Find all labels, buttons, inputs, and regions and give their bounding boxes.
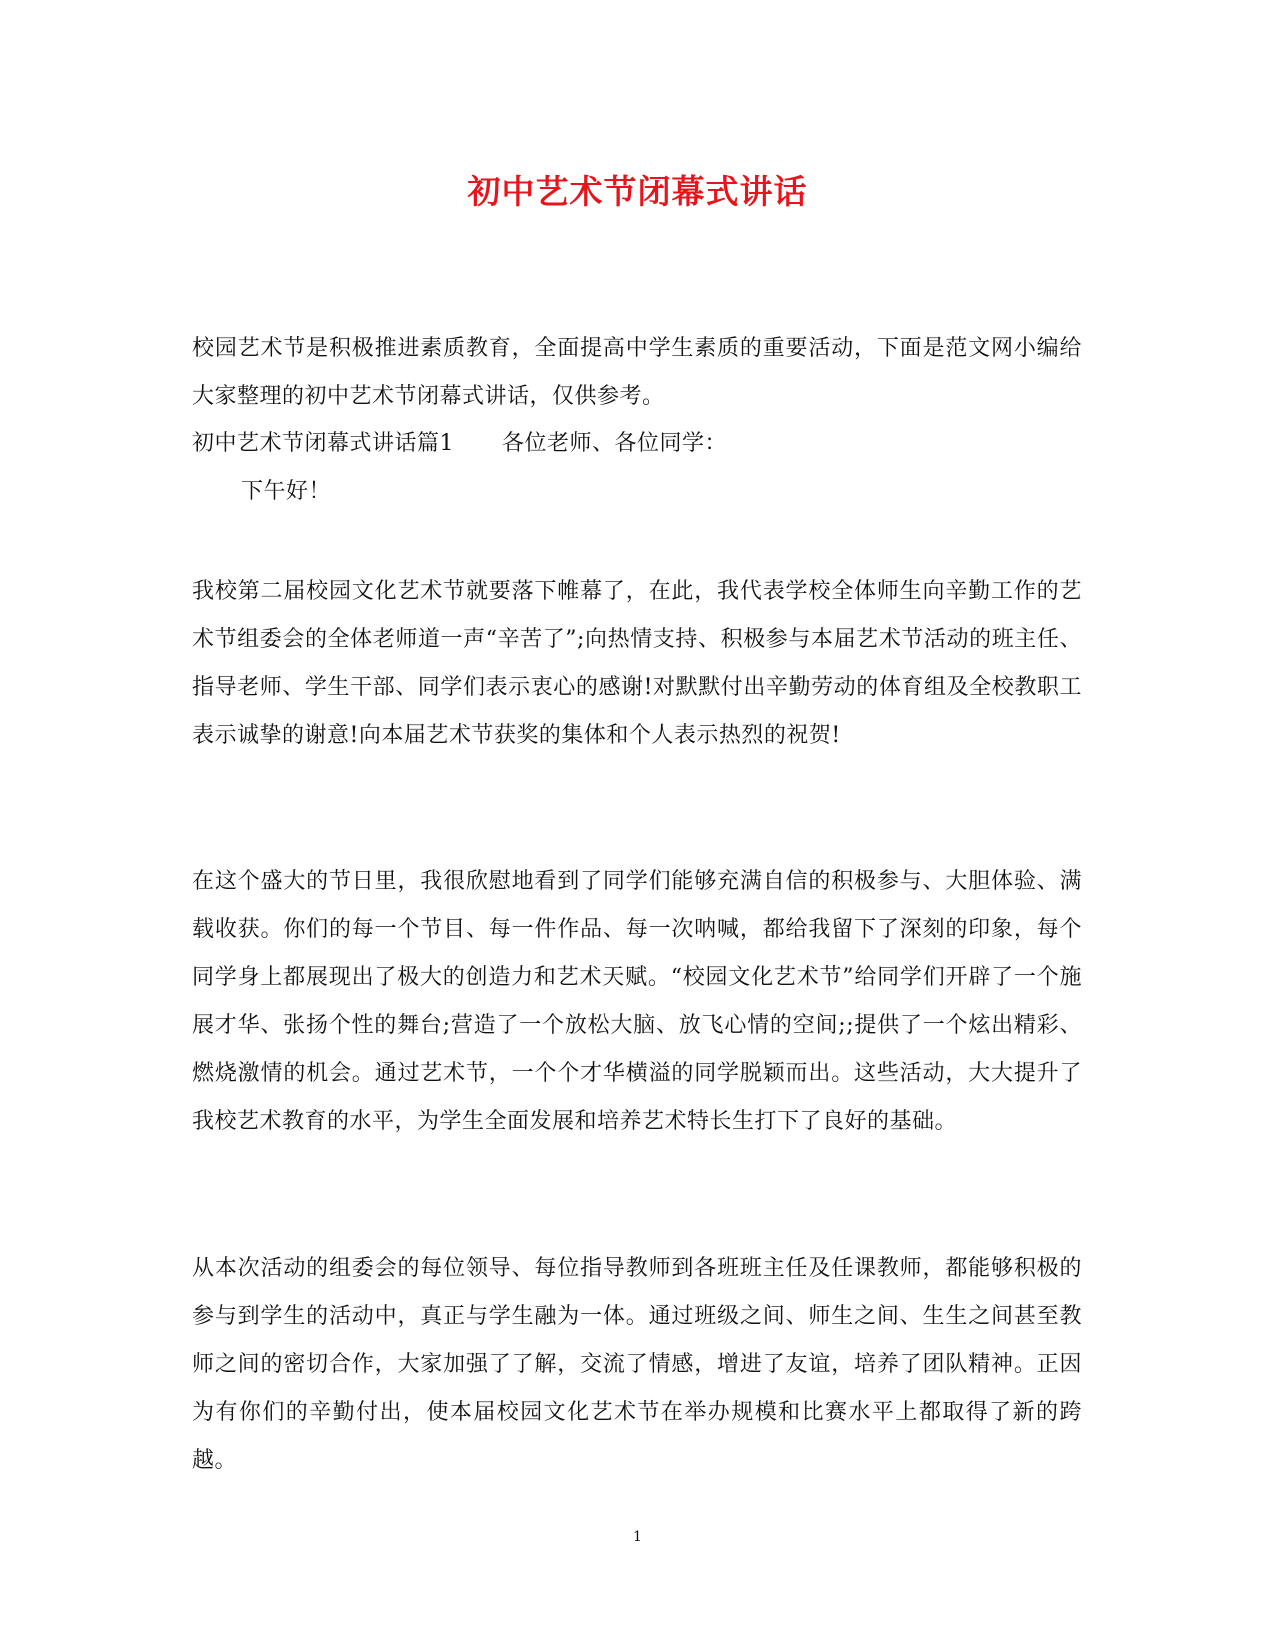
body-paragraph: 我校第二届校园文化艺术节就要落下帷幕了，在此，我代表学校全体师生向辛勤工作的艺术节组委会的全体老师道一声“辛苦了”;向热情支持、积极参与本届艺术节活动的班主任、指导老师、学生干部、同学们表示衷心的感谢!对默默付出辛勤劳动的体育组及全校教职工表示诚挚的谢意!向本届艺术节获奖的集体和个人表示热烈的祝贺! xyxy=(192,579,1082,748)
section-heading-line xyxy=(192,420,1082,468)
salutation: 各位老师、各位同学： xyxy=(502,431,728,456)
page-number: 1 xyxy=(633,1529,642,1545)
greeting: 下午好！ xyxy=(241,479,332,504)
intro-paragraph: 校园艺术节是积极推进素质教育，全面提高中学生素质的重要活动，下面是范文网小编给大家整理的初中艺术节闭幕式讲话，仅供参考。 xyxy=(192,336,1082,409)
body-paragraph: 在这个盛大的节日里，我很欣慰地看到了同学们能够充满自信的积极参与、大胆体验、满载收获。你们的每一个节目、每一件作品、每一次呐喊，都给我留下了深刻的印象，每个同学身上都展现出了极大的创造力和艺术天赋。“校园文化艺术节”给同学们开辟了一个施展才华、张扬个性的舞台;营造了一个放松大脑、放飞心情的空间;;提供了一个炫出精彩、燃烧激情的机会。通过艺术节，一个个才华横溢的同学脱颖而出。这些活动，大大提升了我校艺术教育的水平，为学生全面发展和培养艺术特长生打下了良好的基础。 xyxy=(192,869,1082,1134)
document-title: 初中艺术节闭幕式讲话 xyxy=(467,172,808,211)
body-paragraph: 从本次活动的组委会的每位领导、每位指导教师到各班班主任及任课教师，都能够积极的参与到学生的活动中，真正与学生融为一体。通过班级之间、师生之间、生生之间甚至教师之间的密切合作，大家加强了了解，交流了情感，增进了友谊，培养了团队精神。正因为有你们的辛勤付出，使本届校园文化艺术节在举办规模和比赛水平上都取得了新的跨越。 xyxy=(192,1256,1082,1473)
section-heading: 初中艺术节闭幕式讲话篇1 xyxy=(192,431,454,456)
